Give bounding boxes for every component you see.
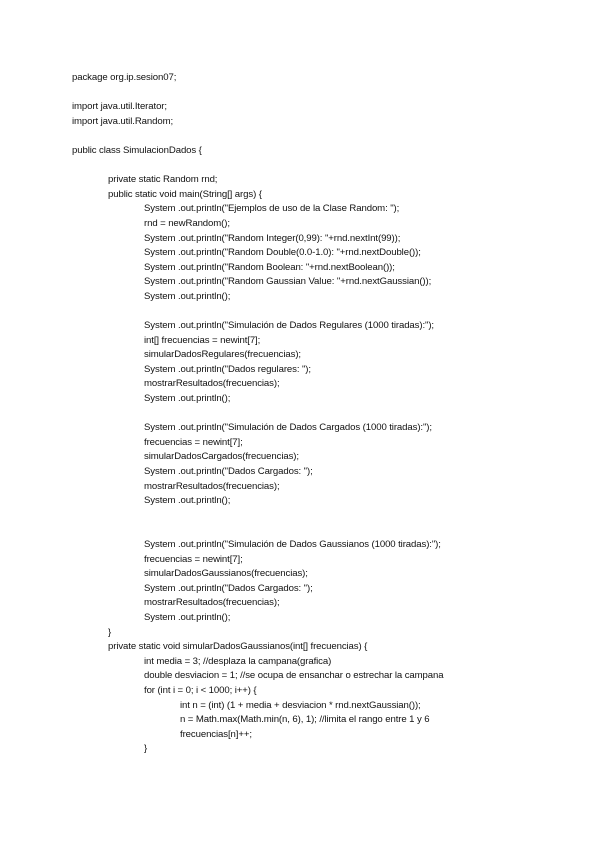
code-line: import java.util.Random;	[72, 115, 174, 127]
code-line: System .out.println();	[144, 495, 231, 507]
blank-line	[72, 159, 592, 174]
code-line: System .out.println("Random Boolean: "+rnd.nextBoolean());	[144, 261, 395, 273]
blank-line	[72, 509, 592, 524]
code-line: System .out.println();	[144, 393, 231, 405]
code-line: int[] frecuencias = newint[7];	[144, 334, 261, 346]
code-line: System .out.println("Simulación de Dados Gaussianos (1000 tiradas):");	[144, 539, 441, 550]
blank-line	[72, 129, 592, 144]
blank-line	[72, 86, 592, 101]
code-line: System .out.println("Dados Cargados: ");	[144, 466, 313, 478]
code-line: System .out.println("Dados regulares: ");	[144, 363, 311, 375]
code-line: public class SimulacionDados {	[72, 144, 202, 156]
code-line: }	[144, 743, 148, 755]
code-line: System .out.println("Ejemplos de uso de la Clase Random: ");	[144, 203, 400, 215]
code-line: System .out.println();	[144, 611, 231, 623]
code-line: package org.ip.sesion07;	[72, 72, 177, 83]
code-line: for (int i = 0; i < 1000; i++) {	[144, 684, 257, 696]
code-line: mostrarResultados(frecuencias);	[144, 597, 280, 609]
code-line: System .out.println("Simulación de Dados Cargados (1000 tiradas):");	[144, 422, 432, 434]
code-line: System .out.println("Simulación de Dados Regulares (1000 tiradas):");	[144, 320, 434, 332]
code-line: rnd = newRandom();	[144, 217, 230, 229]
blank-line	[72, 523, 592, 538]
code-line: n = Math.max(Math.min(n, 6), 1); //limita el rango entre 1 y 6	[180, 714, 430, 726]
code-line: simularDadosCargados(frecuencias);	[144, 451, 299, 463]
blank-line	[72, 305, 592, 320]
code-line: simularDadosGaussianos(frecuencias);	[144, 568, 308, 580]
code-listing	[72, 71, 592, 757]
code-line: }	[108, 626, 112, 638]
code-line: simularDadosRegulares(frecuencias);	[144, 349, 301, 361]
code-line: private static Random rnd;	[108, 174, 218, 186]
code-line: double desviacion = 1; //se ocupa de ensanchar o estrechar la campana	[144, 670, 444, 682]
code-line: int n = (int) (1 + media + desviacion * rnd.nextGaussian());	[180, 699, 421, 711]
code-line: System .out.println("Random Double(0.0-1.0): "+rnd.nextDouble());	[144, 247, 421, 259]
blank-line	[72, 407, 592, 422]
code-line: public static void main(String[] args) {	[108, 188, 262, 200]
code-line: System .out.println("Random Integer(0,99): "+rnd.nextInt(99));	[144, 232, 401, 244]
code-line: frecuencias[n]++;	[180, 728, 252, 740]
code-line: frecuencias = newint[7];	[144, 436, 243, 448]
code-line: System .out.println();	[144, 290, 231, 302]
code-line: import java.util.Iterator;	[72, 101, 167, 113]
code-line: mostrarResultados(frecuencias);	[144, 480, 280, 492]
code-line: System .out.println("Random Gaussian Value: "+rnd.nextGaussian());	[144, 276, 432, 288]
code-line: frecuencias = newint[7];	[144, 553, 243, 565]
code-line: private static void simularDadosGaussianos(int[] frecuencias) {	[108, 641, 368, 653]
code-line: System .out.println("Dados Cargados: ");	[144, 582, 313, 594]
code-line: mostrarResultados(frecuencias);	[144, 378, 280, 390]
code-line: int media = 3; //desplaza la campana(grafica)	[144, 655, 332, 667]
